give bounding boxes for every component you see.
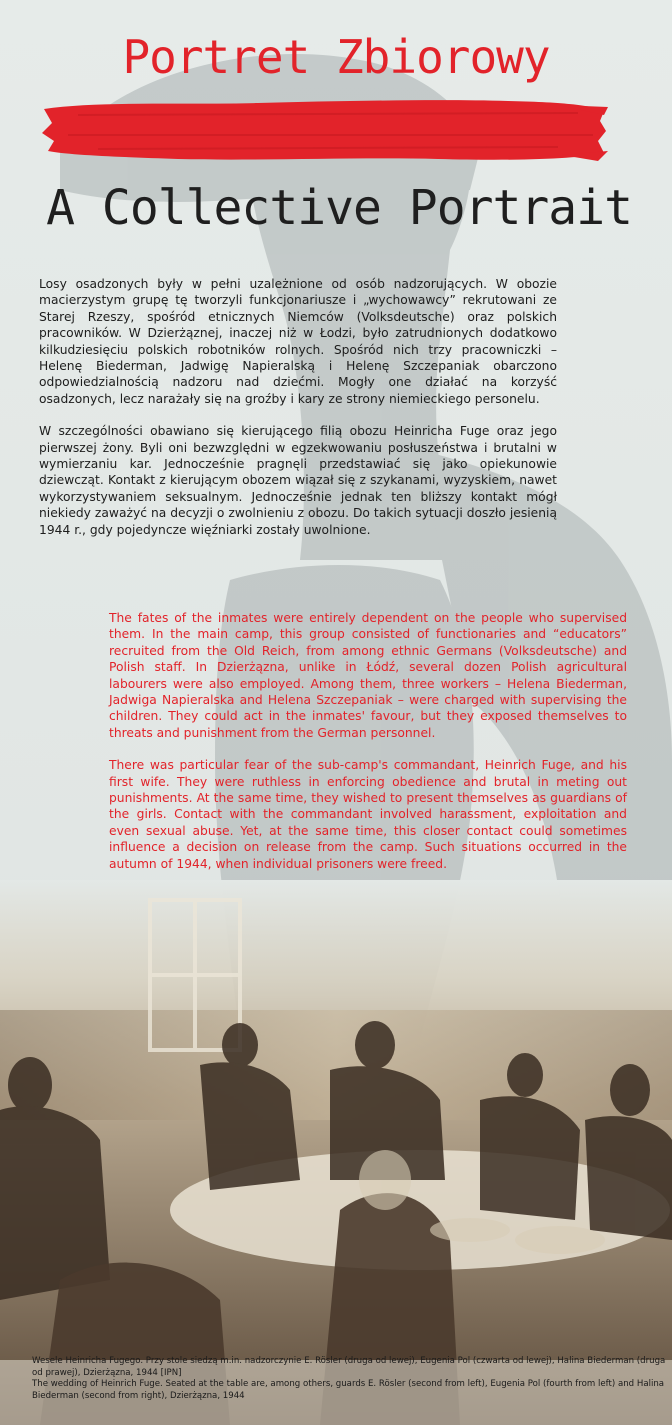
- title-polish: Portret Zbiorowy: [122, 30, 550, 84]
- caption-english: The wedding of Heinrich Fuge. Seated at the table are, among others, guards E. Rösler (second from left), Eugenia Pol (fourth from left) and Halina Biederman (second from right), Dzierżązna, 1944: [32, 1379, 665, 1401]
- title-english: A Collective Portrait: [46, 180, 632, 236]
- paragraph-en-2: There was particular fear of the sub-camp's commandant, Heinrich Fuge, and his first wife. They were ruthless in enforcing obedience and brutal in meting out punishments. At the same time, they wished to present themselves as guardians of the girls. Contact with the commandant involved harassment, exploitation and even sexual abuse. Yet, at the same time, this closer contact could sometimes influence a decision on release from the camp. Such situations occurred in the autumn of 1944, when individual prisoners were freed.: [109, 758, 627, 871]
- body-text-english: [109, 610, 627, 888]
- caption-polish: Wesele Heinricha Fugego. Przy stole siedzą m.in. nadzorczynie E. Rösler (druga od lewej), Eugenia Pol (czwarta od lewej), Halina Biederman (druga od prawej), Dzierżązna, 1944 [IPN]: [32, 1356, 666, 1378]
- red-brush-stroke: [38, 95, 608, 167]
- archival-wedding-photograph: [0, 880, 672, 1425]
- photo-caption: [32, 1356, 666, 1402]
- paragraph-pl-2: W szczególności obawiano się kierującego filią obozu Heinricha Fuge oraz jego pierwszej żony. Byli oni bezwzględni w egzekwowaniu posłuszeństwa i brutalni w wymierzaniu kar. Jednocześnie pragnęli przedstawiać się jako opiekunowie dziewcząt. Kontakt z kierującym obozem wiązał się z szykanami, wyzyskiem, nawet wykorzystywaniem seksualnym. Jednocześnie jednak ten bliższy kontakt mógł niekiedy zaważyć na decyzji o zwolnieniu z obozu. Do takich sytuacji doszło jesienią 1944 r., gdy pojedyncze więźniarki zostały uwolnione.: [39, 424, 557, 537]
- paragraph-en-1: The fates of the inmates were entirely dependent on the people who supervised them. In the main camp, this group consisted of functionaries and “educators” recruited from the Old Reich, from among ethnic Germans (Volksdeutsche) and Polish staff. In Dzierżązna, unlike in Łódź, several dozen Polish agricultural labourers were also employed. Among them, three workers – Helena Biederman, Jadwiga Napieralska and Helena Szczepaniak – were charged with supervising the children. They could act in the inmates' favour, but they exposed themselves to threats and punishment from the German personnel.: [109, 611, 627, 740]
- body-text-polish: [39, 276, 557, 554]
- paragraph-pl-1: Losy osadzonych były w pełni uzależnione od osób nadzorujących. W obozie macierzystym grupę tę tworzyli funkcjonariusze i „wychowawcy” rekrutowani ze Starej Rzeszy, spośród etnicznych Niemców (Volksdeutsche) oraz polskich pracowników. W Dzierżąznej, inaczej niż w Łodzi, było zatrudnionych dodatkowo kilkudziesięciu polskich robotników rolnych. Spośród nich trzy pracowniczki – Helenę Biederman, Jadwigę Napieralską i Helenę Szczepaniak obarczono odpowiedzialnością nadzoru nad dziećmi. Mogły one działać na korzyść osadzonych, lecz narażały się na groźby i kary ze strony niemieckiego personelu.: [39, 277, 557, 406]
